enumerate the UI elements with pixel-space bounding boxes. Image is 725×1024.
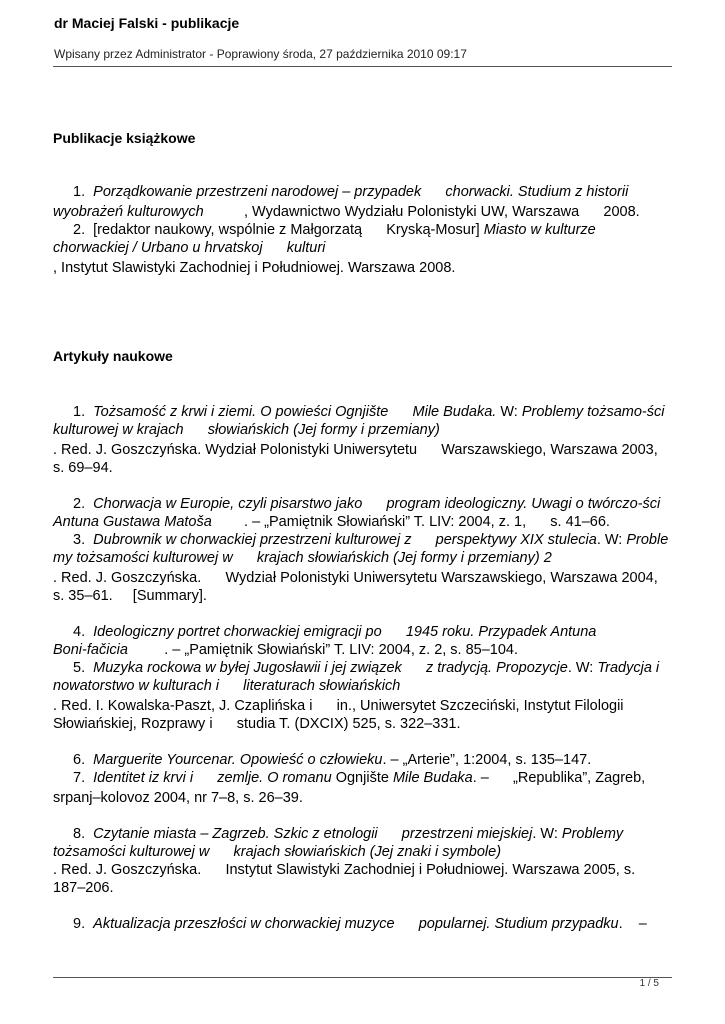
publication-line <box>53 420 440 440</box>
page-number: 1 / 5 <box>639 978 659 989</box>
publication-line <box>53 202 640 222</box>
publication-line <box>53 860 635 880</box>
citation-text: , Instytut Slawistyki Zachodniej i Południowej. Warszawa 2008. <box>53 260 456 276</box>
citation-text: . – „Pamiętnik Słowiański” T. LIV: 2004, z. 2, s. 85–104. <box>127 642 519 658</box>
citation-text: . Red. J. Goszczyńska. Wydział Polonistyki Uniwersytetu Warszawskiego, Warszawa 2004, <box>53 570 658 586</box>
title-text: my tożsamości kulturowej w krajach słowiańskich (Jej formy i przemiany) 2 <box>53 550 552 566</box>
title-text: Identitet iz krvi i zemlje. O romanu <box>93 770 332 786</box>
citation-text: 1. <box>73 404 94 420</box>
title-text: Porządkowanie przestrzeni narodowej – przypadek <box>93 184 422 200</box>
publication-line <box>73 530 668 550</box>
publication-line <box>53 458 113 478</box>
citation-text: . – <box>618 916 647 932</box>
citation-text: . – „Arterie”, 1:2004, s. 135–147. <box>382 752 592 768</box>
citation-text: s. 69–94. <box>53 460 113 476</box>
citation-text: 6. <box>73 752 94 768</box>
title-text: wyobrażeń kulturowych <box>53 204 204 220</box>
citation-text: srpanj–kolovoz 2004, nr 7–8, s. 26–39. <box>53 790 303 806</box>
publication-line <box>53 586 207 606</box>
footer-divider <box>53 977 672 978</box>
title-text: Proble <box>626 532 669 548</box>
title-text: Tradycja i <box>597 660 660 676</box>
section-heading-books: Publikacje książkowe <box>53 130 196 146</box>
publication-line <box>53 640 518 660</box>
title-text: Dubrownik w chorwackiej przestrzeni kulturowej z perspektywy XIX stulecia <box>93 532 597 548</box>
citation-text <box>421 184 445 200</box>
publication-line <box>73 220 596 240</box>
citation-text: 187–206. <box>53 880 114 896</box>
section-heading-articles: Artykuły naukowe <box>53 348 173 364</box>
title-text: Muzyka rockowa w byłej Jugosławii i jej związek z tradycją. Propozycje <box>93 660 568 676</box>
publication-line <box>53 878 113 898</box>
publication-line <box>73 622 596 642</box>
publication-line <box>73 750 591 770</box>
publication-line <box>53 238 325 258</box>
citation-text: , Wydawnictwo Wydziału Polonistyki UW, Warszawa 2008. <box>203 204 640 220</box>
title-text: chorwacki. Studium z historii <box>445 184 629 200</box>
citation-text: 9. <box>73 916 94 932</box>
title-text: tożsamości kulturowej w krajach słowiańskich (Jej znaki i symbole) <box>53 844 502 860</box>
publication-line <box>53 548 552 568</box>
title-text: chorwackiej / Urbano u hrvatskoj kulturi <box>53 240 326 256</box>
citation-text: 3. <box>73 532 94 548</box>
title-text: Miasto w kulturze <box>483 222 596 238</box>
title-text: Ideologiczny portret chorwackiej emigracji po 1945 roku. Przypadek Antuna <box>93 624 597 640</box>
title-text: Chorwacja w Europie, czyli pisarstwo jako program ideologiczny. Uwagi o twórczo-ści <box>93 496 661 512</box>
title-text: Tożsamość z krwi i ziemi. O powieści Ognjište <box>93 404 389 420</box>
title-text: Czytanie miasta – Zagrzeb. Szkic z etnologii przestrzeni miejskiej <box>93 826 533 842</box>
publication-line <box>73 182 628 202</box>
title-text: Problemy tożsamo-ści <box>521 404 665 420</box>
citation-text: . – „Republika”, Zagreb, <box>472 770 646 786</box>
publication-line <box>53 696 624 716</box>
publication-line <box>53 788 303 808</box>
document-title: dr Maciej Falski - publikacje <box>54 15 240 31</box>
citation-text: 2. <box>73 496 94 512</box>
citation-text: . – „Pamiętnik Słowiański” T. LIV: 2004, z. 1, s. 41–66. <box>211 514 610 530</box>
citation-text <box>388 404 412 420</box>
citation-text: 1. <box>73 184 94 200</box>
title-text: nowatorstwo w kulturach i literaturach słowiańskich <box>53 678 401 694</box>
publication-line <box>53 440 658 460</box>
citation-text: 5. <box>73 660 94 676</box>
citation-text: . Red. J. Goszczyńska. Wydział Polonistyki Uniwersytetu Warszawskiego, Warszawa 2003, <box>53 442 658 458</box>
publication-line <box>53 842 501 862</box>
title-text: Antuna Gustawa Matoša <box>53 514 212 530</box>
title-text: Problemy <box>561 826 624 842</box>
publication-line <box>73 824 623 844</box>
publication-line <box>53 512 610 532</box>
document-meta: Wpisany przez Administrator - Poprawiony środa, 27 października 2010 09:17 <box>54 47 467 61</box>
citation-text: 2. [redaktor naukowy, wspólnie z Małgorzatą Kryską-Mosur] <box>73 222 484 238</box>
publication-line <box>53 714 461 734</box>
publication-line <box>53 568 658 588</box>
publication-line <box>73 768 645 788</box>
citation-text: . Red. J. Goszczyńska. Instytut Slawistyki Zachodniej i Południowej. Warszawa 2005, s. <box>53 862 636 878</box>
publication-line <box>73 914 647 934</box>
publication-line <box>73 402 664 422</box>
title-text: Boni-fačicia <box>53 642 128 658</box>
citation-text: W: <box>496 404 522 420</box>
title-text: kulturowej w krajach słowiańskich (Jej formy i przemiany) <box>53 422 440 438</box>
citation-text: 8. <box>73 826 94 842</box>
citation-text: Ognjište <box>331 770 393 786</box>
publication-line <box>53 676 400 696</box>
citation-text: . Red. I. Kowalska-Paszt, J. Czaplińska i in., Uniwersytet Szczeciński, Instytut Filologii <box>53 698 624 714</box>
header-divider <box>53 66 672 67</box>
citation-text: 7. <box>73 770 94 786</box>
citation-text: Słowiańskiej, Rozprawy i studia T. (DXCIX) 525, s. 322–331. <box>53 716 461 732</box>
citation-text: . W: <box>532 826 562 842</box>
citation-text: s. 35–61. [Summary]. <box>53 588 207 604</box>
title-text: Aktualizacja przeszłości w chorwackiej muzyce popularnej. Studium przypadku <box>93 916 619 932</box>
title-text: Mile Budaka <box>392 770 473 786</box>
citation-text: . W: <box>596 532 627 548</box>
publication-line <box>73 494 660 514</box>
citation-text: 4. <box>73 624 94 640</box>
title-text: Mile Budaka. <box>412 404 497 420</box>
title-text: Marguerite Yourcenar. Opowieść o człowieku <box>93 752 383 768</box>
citation-text: . W: <box>567 660 598 676</box>
publication-line <box>73 658 659 678</box>
publication-line <box>53 258 455 278</box>
